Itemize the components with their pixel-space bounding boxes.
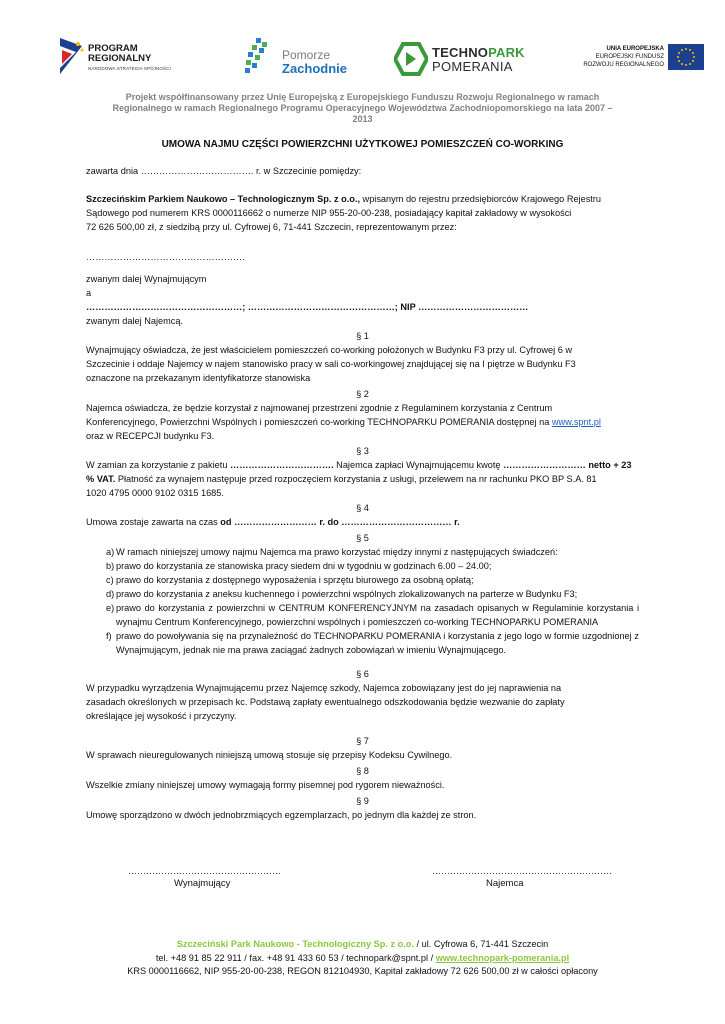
and-word: a bbox=[86, 288, 92, 298]
item-label: d) bbox=[106, 589, 115, 599]
section-1-line2: Szczecinie i oddaje Najemcy w najem stanowisko pracy w sali co-workingowej znajdującej się na I piętrze w Budynku F3 bbox=[86, 359, 576, 369]
section-3-line2: Płatność za wynajem następuje przed rozpoczęciem korzystania z usługi, przelewem na nr rachunku PKO BP S.A. 81 bbox=[115, 474, 597, 484]
section-5-item bbox=[86, 601, 639, 629]
item-text: prawo do powoływania się na przynależność do TECHNOPARKU POMERANIA i korzystania z jego logo w formie uzgodnionej z Wynajmującym, jednak nie ma prawa zaciągać żadnych zobowiązań w imieniu Wynajmującego. bbox=[116, 631, 639, 655]
item-label: c) bbox=[106, 575, 114, 585]
section-8-line1: Wszelkie zmiany niniejszej umowy wymagają formy pisemnej pod rygorem nieważności. bbox=[86, 780, 445, 790]
program-regionalny-emblem-icon bbox=[58, 36, 86, 76]
section-7 bbox=[86, 734, 639, 762]
cofinancing-line1: Projekt współfinansowany przez Unię Europejską z Europejskiego Funduszu Rozwoju Regionalnego w ramach bbox=[125, 92, 600, 102]
spnt-link[interactable]: www.spnt.pl bbox=[551, 417, 601, 427]
party2-fields: ……………………………………………; …………………………………………; NIP ……………………………… bbox=[86, 302, 529, 312]
cofinancing-note bbox=[100, 92, 625, 125]
footer-contact: tel. +48 91 85 22 911 / fax. +48 91 433 60 53 / technopark@spnt.pl / bbox=[155, 952, 436, 963]
section-9-heading: § 9 bbox=[356, 796, 369, 806]
item-text: prawo do korzystania ze stanowiska pracy siedem dni w tygodniu w godzinach 6.00 – 24.00; bbox=[116, 561, 492, 571]
tenant-label: zwanym dalej Najemcą. bbox=[86, 316, 184, 326]
item-text: W ramach niniejszej umowy najmu Najemca ma prawo korzystać między innymi z następujących świadczeń: bbox=[116, 547, 558, 557]
program-regionalny-logo bbox=[58, 36, 198, 82]
section-2-line1: Najemca oświadcza, że będzie korzystał z najmowanej przestrzeni zgodnie z Regulaminem korzystania z Centrum bbox=[86, 403, 553, 413]
pomorze-logo-line1: Pomorze bbox=[282, 48, 331, 62]
landlord-signature-line: …………………………………………… bbox=[128, 866, 281, 876]
section-1 bbox=[86, 329, 639, 385]
parties-block bbox=[86, 272, 639, 328]
document-title: UMOWA NAJMU CZĘŚCI POWIERZCHNI UŻYTKOWEJ POMIESZCZEŃ CO-WORKING bbox=[161, 139, 564, 150]
item-text: prawo do korzystania z aneksu kuchennego i powierzchni wspólnych zlokalizowanych na parterze w Budynku F3; bbox=[116, 589, 578, 599]
section-3 bbox=[86, 444, 639, 500]
vat-text: % VAT. bbox=[86, 474, 116, 484]
eu-logo-line3: ROZWOJU REGIONALNEGO bbox=[583, 62, 664, 68]
cofinancing-line3: 2013 bbox=[352, 114, 373, 124]
eu-logo-line2: EUROPEJSKI FUNDUSZ bbox=[595, 54, 664, 60]
item-text: prawo do korzystania z powierzchni w CENTRUM KONFERENCYJNYM na zasadach opisanych w Regulaminie korzystania i wynajmu Centrum Konferencyjnego, powierzchni wspólnych i pomieszczeń co-working TECHNOPARKU POMERANIA bbox=[116, 603, 639, 627]
section-2-line3: oraz w RECEPCJI budynku F3. bbox=[86, 431, 215, 441]
party1-name: Szczecińskim Parkiem Naukowo – Technologicznym Sp. z o.o., bbox=[86, 194, 360, 204]
pomorze-zachodnie-logo bbox=[242, 36, 348, 82]
section-2 bbox=[86, 387, 639, 443]
section-9-line1: Umowę sporządzono w dwóch jednobrzmiących egzemplarzach, po jednym dla każdej ze stron. bbox=[86, 810, 477, 820]
footer-registry: KRS 0000116662, NIP 955-20-00-238, REGON 812104930, Kapitał zakładowy 72 626 500,00 zł w całości opłacony bbox=[127, 966, 598, 976]
section-5-item bbox=[86, 629, 639, 657]
section-1-line1: Wynajmujący oświadcza, że jest właścicielem pomieszczeń co-working położonych w Budynku F3 przy ul. Cyfrowej 6 w bbox=[86, 345, 573, 355]
section-8-heading: § 8 bbox=[356, 766, 369, 776]
concluded-line: zawarta dnia ………………………………. r. w Szczecinie pomiędzy: bbox=[86, 166, 362, 176]
technopark-word1: TECHNO bbox=[432, 45, 489, 60]
section-9 bbox=[86, 794, 639, 822]
amount-field: ……………………… netto + 23 bbox=[503, 460, 632, 470]
item-label: e) bbox=[106, 603, 115, 613]
section-5 bbox=[86, 531, 639, 657]
landlord-label: zwanym dalej Wynajmującym bbox=[86, 274, 207, 284]
header-logos bbox=[58, 36, 708, 82]
section-6-line1: W przypadku wyrządzenia Wynajmującemu przez Najemcę szkody, Najemca zobowiązany jest do jej naprawienia na bbox=[86, 683, 562, 693]
section-2-line2: Konferencyjnego, Powierzchni Wspólnych i pomieszczeń co-working TECHNOPARKU POMERANIA dostępnej na bbox=[86, 417, 552, 427]
section-5-item bbox=[86, 559, 639, 573]
section-5-item bbox=[86, 587, 639, 601]
footer-company: Szczeciński Park Naukowo - Technologiczny Sp. z o.o. bbox=[176, 939, 414, 949]
item-label: a) bbox=[106, 547, 115, 557]
section-6-heading: § 6 bbox=[356, 669, 369, 679]
section-6-line3: określające jej wysokość i przyczyny. bbox=[86, 711, 237, 721]
section-1-line3: oznaczone na przekazanym identyfikatorze stanowiska bbox=[86, 373, 311, 383]
item-label: b) bbox=[106, 561, 115, 571]
section-4-heading: § 4 bbox=[356, 503, 369, 513]
section-5-item bbox=[86, 545, 639, 559]
eu-logo-line1: UNIA EUROPEJSKA bbox=[606, 46, 664, 52]
landlord-signature-label: Wynajmujący bbox=[174, 878, 231, 889]
item-text: prawo do korzystania z dostępnego wyposażenia i sprzętu biurowego za osobną opłatą; bbox=[116, 575, 474, 585]
section-7-line1: W sprawach nieuregulowanych niniejszą umową stosuje się przepisy Kodeksu Cywilnego. bbox=[86, 750, 453, 760]
section-7-heading: § 7 bbox=[356, 736, 369, 746]
section-4 bbox=[86, 501, 639, 529]
program-logo-line2: REGIONALNY bbox=[88, 53, 152, 64]
section-8 bbox=[86, 764, 639, 792]
footer-address: / ul. Cyfrowa 6, 71-441 Szczecin bbox=[413, 939, 549, 949]
bank-account: 1020 4795 0000 9102 0315 1685. bbox=[86, 488, 224, 498]
pomorze-zachodnie-emblem-icon bbox=[242, 36, 280, 80]
technopark-emblem-icon bbox=[394, 42, 428, 76]
tenant-signature-line: …………………………………………………… bbox=[432, 866, 612, 876]
section-3-part-a: W zamian za korzystanie z pakietu bbox=[86, 460, 230, 470]
eu-logo bbox=[570, 36, 704, 82]
footer bbox=[60, 938, 665, 979]
package-field: ……………………………. bbox=[230, 460, 334, 470]
party1-line2: Sądowego pod numerem KRS 0000116662 o numerze NIP 955-20-00-238, posiadający kapitał zakładowy w wysokości bbox=[86, 208, 572, 218]
program-logo-line1: PROGRAM bbox=[88, 43, 138, 54]
party1-paragraph bbox=[86, 192, 639, 234]
party1-rest: wpisanym do rejestru przedsiębiorców Krajowego Rejestru bbox=[360, 194, 602, 204]
party1-line3: 72 626 500,00 zł, z siedzibą przy ul. Cyfrowej 6, 71-441 Szczecin, reprezentowanym przez: bbox=[86, 222, 457, 232]
section-1-heading: § 1 bbox=[356, 331, 369, 341]
section-6 bbox=[86, 667, 639, 723]
section-4-part-a: Umowa zostaje zawarta na czas bbox=[86, 517, 221, 527]
item-label: f) bbox=[106, 631, 112, 641]
section-5-heading: § 5 bbox=[356, 533, 369, 543]
section-3-heading: § 3 bbox=[356, 446, 369, 456]
technopark-logo-line2: POMERANIA bbox=[432, 59, 513, 74]
footer-website-link[interactable]: www.technopark-pomerania.pl bbox=[435, 952, 570, 963]
period-field: od ……………………… r. do ……………………………… r. bbox=[220, 517, 460, 527]
technopark-logo-line1 bbox=[432, 45, 525, 60]
technopark-word2: PARK bbox=[488, 45, 525, 60]
technopark-pomerania-logo bbox=[394, 36, 544, 82]
cofinancing-line2: Regionalnego w ramach Regionalnego Programu Operacyjnego Województwa Zachodniopomorskiego na lata 2007 – bbox=[112, 103, 613, 113]
section-3-part-c: Najemca zapłaci Wynajmującemu kwotę bbox=[333, 460, 504, 470]
pomorze-logo-line2: Zachodnie bbox=[282, 61, 348, 76]
section-6-line2: zasadach określonych w przepisach kc. Podstawą zapłaty ewentualnego odszkodowania będzie wezwanie do zapłaty bbox=[86, 697, 565, 707]
program-logo-sub: NARODOWA STRATEGIA SPÓJNOŚCI bbox=[88, 66, 171, 71]
section-5-item bbox=[86, 573, 639, 587]
section-2-heading: § 2 bbox=[356, 389, 369, 399]
eu-flag-icon bbox=[668, 44, 704, 70]
representative-field: ……………………………………………. bbox=[86, 252, 245, 262]
tenant-signature-label: Najemca bbox=[486, 878, 524, 889]
